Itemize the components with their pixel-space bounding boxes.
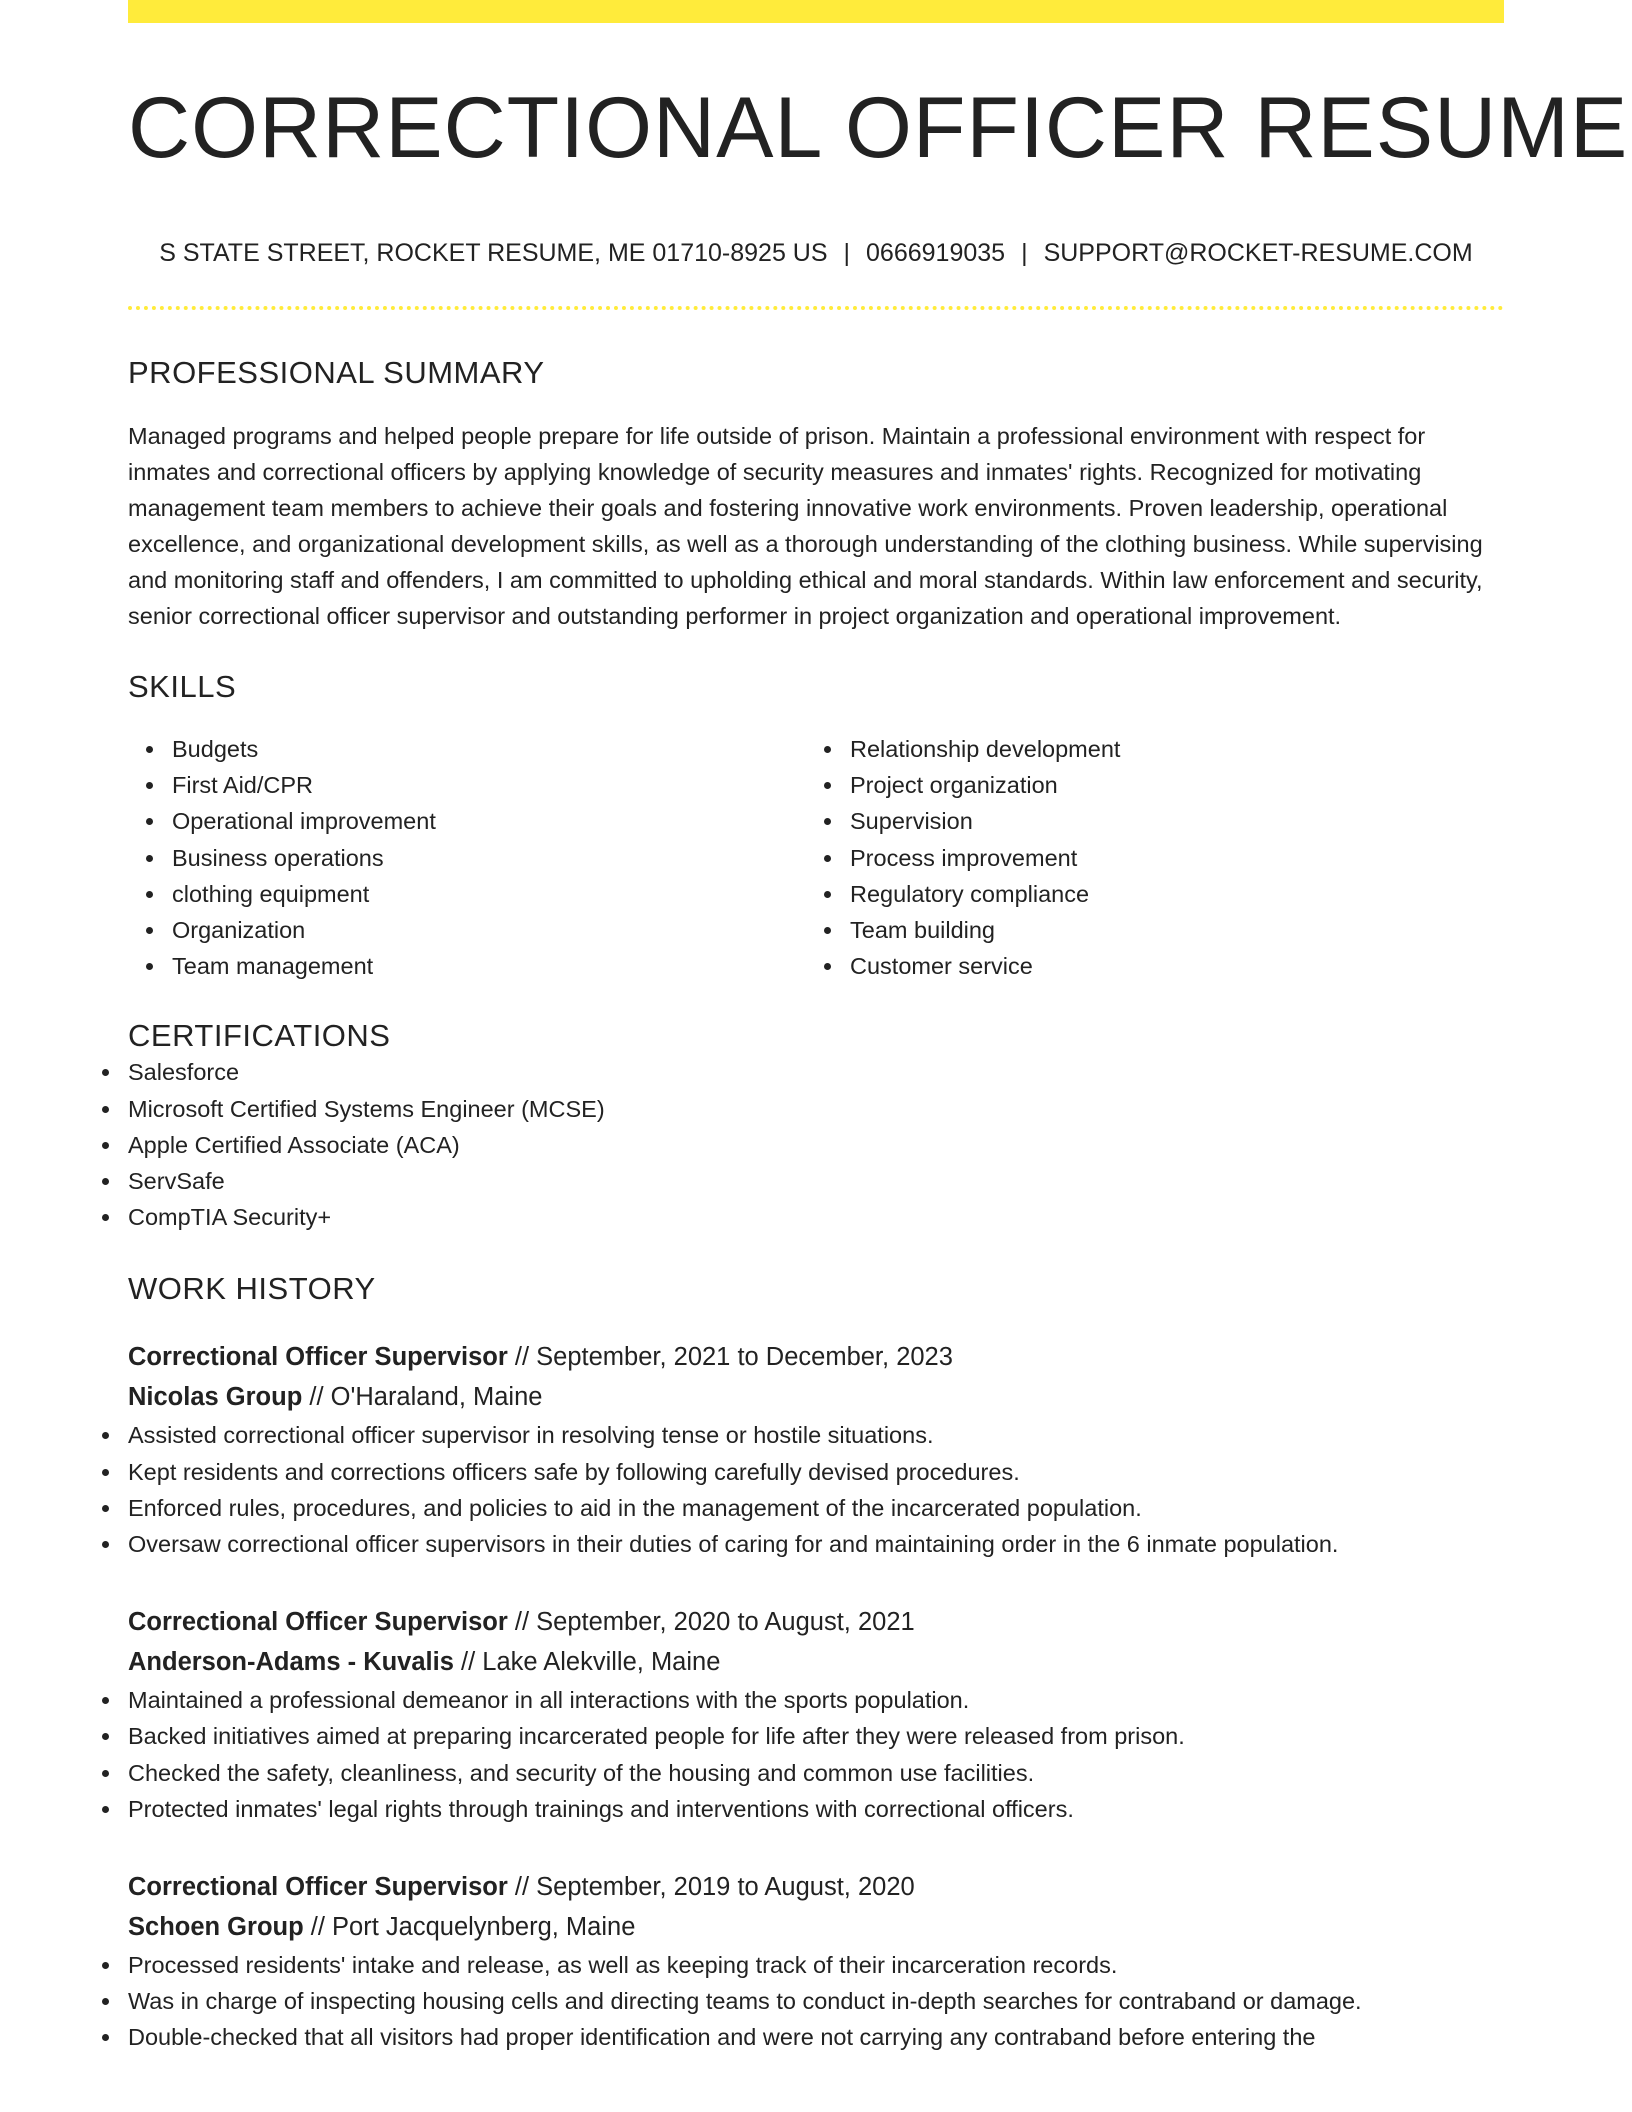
job-duties-list — [128, 1947, 1504, 2056]
summary-heading: PROFESSIONAL SUMMARY — [128, 355, 545, 390]
job-role-line — [128, 1602, 1504, 1642]
job-duty: Oversaw correctional officer supervisors in their duties of caring for and maintaining order in the 6 inmate population. — [128, 1526, 1504, 1562]
job-role: Correctional Officer Supervisor — [128, 1873, 508, 1902]
skill-item: Customer service — [850, 948, 1484, 984]
accent-top-bar — [128, 0, 1504, 23]
certification-item: Microsoft Certified Systems Engineer (MCSE) — [128, 1091, 1504, 1127]
job-separator: // — [309, 1383, 324, 1412]
dotted-divider — [128, 306, 1504, 310]
resume-title: CORRECTIONAL OFFICER RESUME — [128, 80, 1629, 176]
skill-item: First Aid/CPR — [172, 767, 806, 803]
contact-address: S STATE STREET, ROCKET RESUME, ME 01710-8925 US — [159, 239, 828, 267]
job-duties-list — [128, 1682, 1504, 1827]
job-company-line — [128, 1377, 1504, 1417]
job-dates: September, 2019 to August, 2020 — [536, 1873, 915, 1902]
skill-item: Operational improvement — [172, 803, 806, 839]
job-separator: // — [514, 1873, 530, 1902]
job-duty: Assisted correctional officer supervisor in resolving tense or hostile situations. — [128, 1417, 1504, 1453]
skill-item: Supervision — [850, 803, 1484, 839]
skill-item: Budgets — [172, 731, 806, 767]
job-duty: Protected inmates' legal rights through trainings and interventions with correctional officers. — [128, 1791, 1504, 1827]
job-location: Port Jacquelynberg, Maine — [332, 1913, 636, 1942]
job-duty: Maintained a professional demeanor in all interactions with the sports population. — [128, 1682, 1504, 1718]
job-duty: Kept residents and corrections officers safe by following carefully devised procedures. — [128, 1454, 1504, 1490]
job-separator: // — [310, 1913, 325, 1942]
job-company: Nicolas Group — [128, 1383, 303, 1412]
skills-list-right — [850, 731, 1484, 984]
job-dates: September, 2020 to August, 2021 — [536, 1608, 915, 1637]
job-duty: Backed initiatives aimed at preparing incarcerated people for life after they were released from prison. — [128, 1718, 1504, 1754]
skills-column-right — [806, 731, 1484, 984]
certification-item: CompTIA Security+ — [128, 1199, 1504, 1235]
skill-item: Process improvement — [850, 840, 1484, 876]
job-dates: September, 2021 to December, 2023 — [536, 1343, 953, 1372]
skill-item: clothing equipment — [172, 876, 806, 912]
job-duty: Processed residents' intake and release, as well as keeping track of their incarceration records. — [128, 1947, 1504, 1983]
contact-separator: | — [843, 239, 851, 267]
skill-item: Relationship development — [850, 731, 1484, 767]
job-duty: Checked the safety, cleanliness, and security of the housing and common use facilities. — [128, 1755, 1504, 1791]
job-separator: // — [461, 1648, 476, 1677]
work-history-heading: WORK HISTORY — [128, 1271, 376, 1307]
skill-item: Regulatory compliance — [850, 876, 1484, 912]
job-entry — [128, 1602, 1504, 1827]
skill-item: Team management — [172, 948, 806, 984]
skills-column-left — [128, 731, 806, 984]
certifications-heading: CERTIFICATIONS — [128, 1018, 391, 1054]
job-company-line — [128, 1642, 1504, 1682]
job-duties-list — [128, 1417, 1504, 1562]
job-company-line — [128, 1907, 1504, 1947]
job-separator: // — [514, 1608, 530, 1637]
skill-item: Project organization — [850, 767, 1484, 803]
job-entry — [128, 1337, 1504, 1562]
job-location: Lake Alekville, Maine — [482, 1648, 721, 1677]
job-separator: // — [514, 1343, 530, 1372]
job-company: Schoen Group — [128, 1913, 304, 1942]
contact-phone: 0666919035 — [866, 239, 1006, 267]
certification-item: Apple Certified Associate (ACA) — [128, 1127, 1504, 1163]
skills-heading: SKILLS — [128, 669, 237, 704]
job-company: Anderson-Adams - Kuvalis — [128, 1648, 454, 1677]
job-duty: Was in charge of inspecting housing cells and directing teams to conduct in-depth searches for contraband or damage. — [128, 1983, 1504, 2019]
job-duty: Double-checked that all visitors had proper identification and were not carrying any contraband before entering the — [128, 2019, 1504, 2055]
contact-line — [128, 239, 1504, 268]
certification-item: ServSafe — [128, 1163, 1504, 1199]
skill-item: Team building — [850, 912, 1484, 948]
skill-item: Organization — [172, 912, 806, 948]
skills-grid — [128, 731, 1504, 984]
skill-item: Business operations — [172, 840, 806, 876]
job-entry — [128, 1867, 1504, 2056]
job-location: O'Haraland, Maine — [330, 1383, 543, 1412]
summary-paragraph: Managed programs and helped people prepare for life outside of prison. Maintain a professional environment with respect for inmates and correctional officers by applying knowledge of security measures and inmates' rights. Recognized for motivating management team members to achieve their goals and fostering innovative work environments. Proven leadership, operational excellence, and organizational development skills, as well as a thorough understanding of the clothing business. While supervising and monitoring staff and offenders, I am committed to upholding ethical and moral standards. Within law enforcement and security, senior correctional officer supervisor and outstanding performer in project organization and operational improvement. — [128, 423, 1483, 629]
skills-list-left — [172, 731, 806, 984]
contact-email: SUPPORT@ROCKET-RESUME.COM — [1043, 239, 1473, 267]
job-role: Correctional Officer Supervisor — [128, 1343, 508, 1372]
resume-page — [128, 0, 1629, 2056]
certification-item: Salesforce — [128, 1054, 1504, 1090]
job-role-line — [128, 1867, 1504, 1907]
job-duty: Enforced rules, procedures, and policies to aid in the management of the incarcerated population. — [128, 1490, 1504, 1526]
job-role: Correctional Officer Supervisor — [128, 1608, 508, 1637]
job-role-line — [128, 1337, 1504, 1377]
contact-separator: | — [1021, 239, 1028, 267]
certifications-list — [128, 1054, 1504, 1235]
